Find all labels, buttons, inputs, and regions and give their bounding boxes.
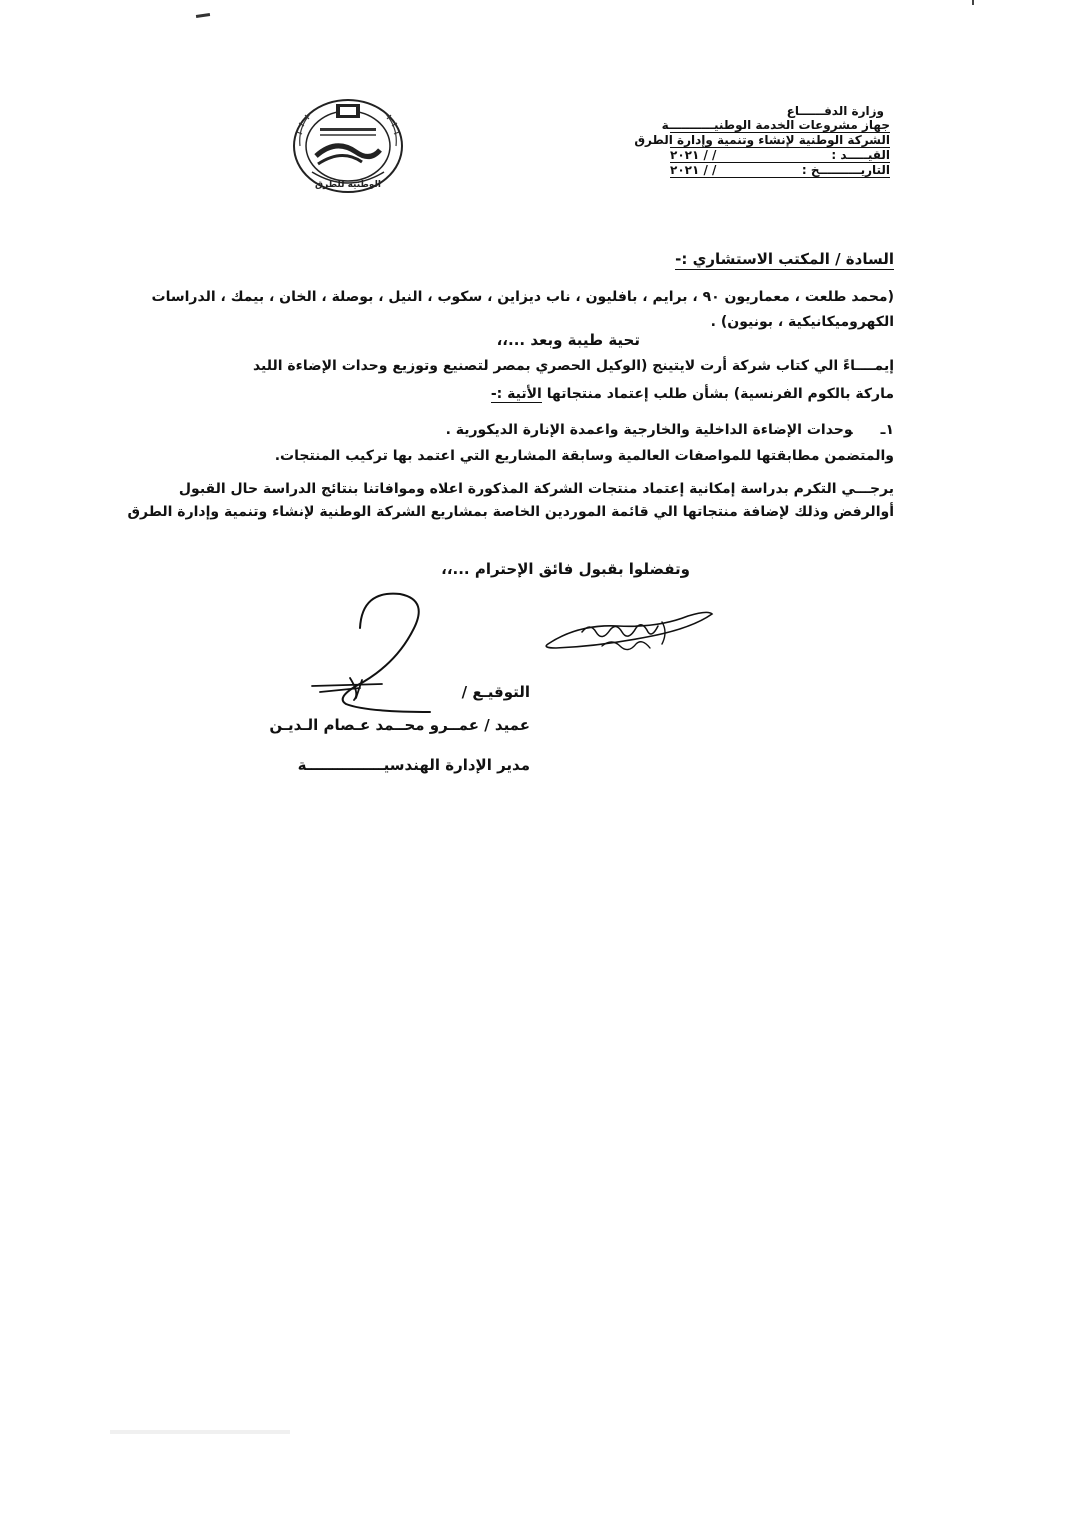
emblem-text: الوطنية للطرق bbox=[315, 180, 381, 190]
letterhead-reference-row bbox=[670, 148, 890, 163]
scan-artifact bbox=[110, 1430, 290, 1434]
handwritten-initials bbox=[542, 602, 714, 664]
company-emblem-logo bbox=[290, 94, 406, 194]
letterhead-date-row bbox=[670, 163, 890, 178]
date-label: التاريــــــــــخ : bbox=[801, 163, 890, 177]
consultants-line-1: (محمد طلعت ، معماريون ٩٠ ، برايم ، بافليون ، ناب ديزاين ، سكوب ، النيل ، بوصلة ، الخان ، بيمك ، الدراسات bbox=[151, 289, 894, 305]
list-item-text: وحدات الإضاءة الداخلية والخارجية واعمدة الإنارة الديكورية . bbox=[445, 422, 853, 438]
body-line-2-text: ماركة بالكوم الفرنسية) بشأن طلب إعتماد منتجاتها bbox=[541, 386, 894, 402]
date-value: / / ٢٠٢١ bbox=[670, 163, 717, 177]
body-line-1: إيمــــاءً الي كتاب شركة أرت لايتينج (الوكيل الحصري بمصر لتصنيع وتوزيع وحدات الإضاءة الليد bbox=[252, 358, 894, 374]
request-line-1: يرجـــي التكرم بدراسة إمكانية إعتماد منتجات الشركة المذكورة اعلاه وموافاتنا بنتائج الدراسة حال القبول bbox=[178, 481, 894, 497]
scan-artifact bbox=[972, 0, 974, 5]
letterhead-ministry: وزارة الدفــــــاع bbox=[786, 104, 884, 118]
handwritten-signature bbox=[300, 588, 440, 713]
body-line-2-underlined: الأتية :- bbox=[490, 386, 542, 402]
greeting: تحية طيبة وبعد ...،، bbox=[496, 331, 640, 349]
signatory-name: عميد / عمــرو محــمد عـصام الـديـن bbox=[269, 716, 530, 734]
list-item-number: ١ـ bbox=[880, 422, 894, 438]
request-line-2: أوالرفض وذلك لإضافة منتجاتها الي قائمة الموردين الخاصة بمشاريع الشركة الوطنية لإنشاء وتنمية وإدارة الطرق bbox=[127, 504, 894, 520]
letterhead-agency: جهاز مشروعات الخدمة الوطنيـــــــــــة bbox=[661, 118, 890, 132]
reference-value: / / ٢٠٢١ bbox=[670, 148, 717, 162]
addressee: السادة / المكتب الاستشاري :- bbox=[675, 250, 894, 268]
consultants-line-2: الكهروميكانيكية ، بونيون) . bbox=[710, 314, 894, 330]
letterhead-company: الشركة الوطنية لإنشاء وتنمية وإدارة الطرق bbox=[634, 133, 890, 147]
scan-artifact bbox=[196, 13, 210, 18]
body-line-2 bbox=[254, 386, 894, 402]
body-line-3: والمتضمن مطابقتها للمواصفات العالمية وسابقة المشاريع التي اعتمد بها تركيب المنتجات. bbox=[274, 448, 894, 464]
list-item bbox=[446, 422, 894, 438]
signature-label: التوقيـع / bbox=[461, 683, 530, 701]
signatory-title: مدير الإدارة الهندسيـــــــــــــــة bbox=[297, 756, 530, 774]
letterhead bbox=[634, 104, 890, 178]
closing: وتفضلوا بقبول فائق الإحترام ...،، bbox=[441, 560, 690, 578]
reference-label: القيـــــد : bbox=[831, 148, 890, 162]
